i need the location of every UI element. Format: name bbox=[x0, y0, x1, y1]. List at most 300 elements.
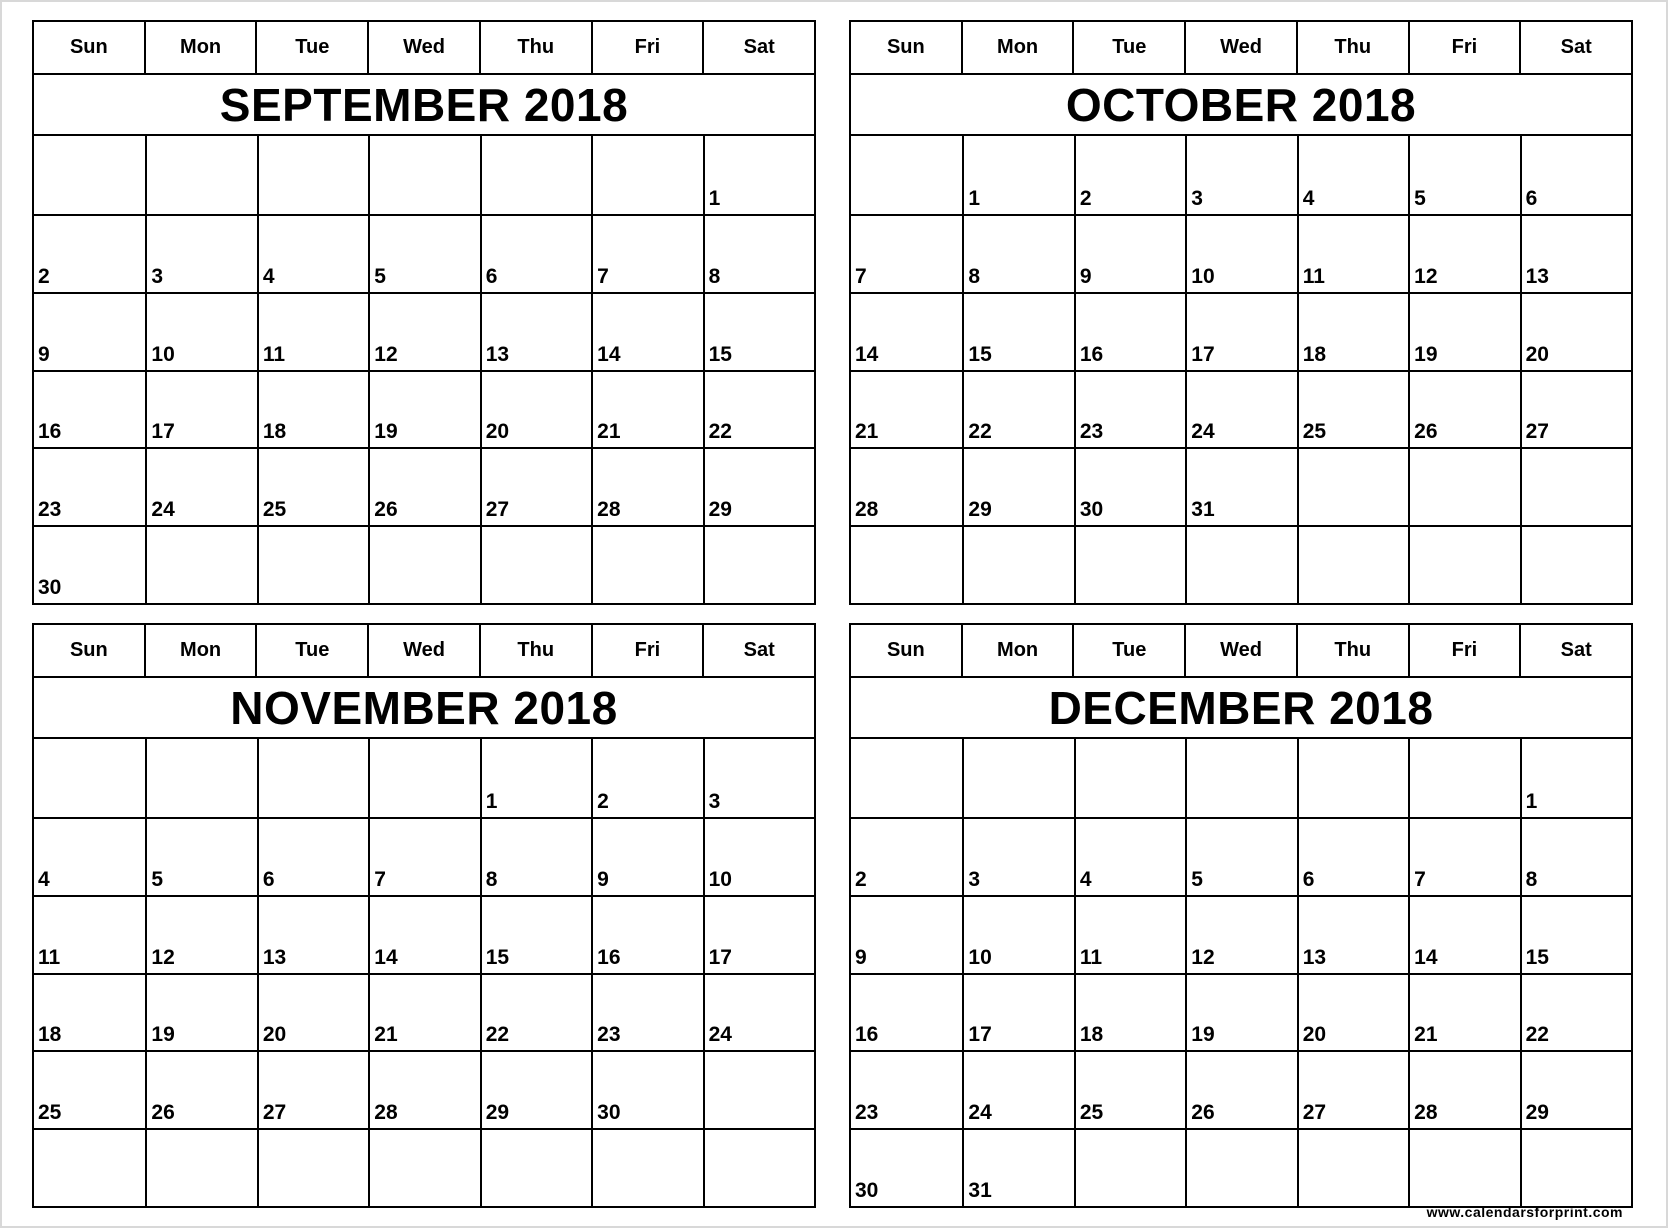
day-number: 15 bbox=[485, 945, 510, 969]
weekday-label: Fri bbox=[1408, 22, 1520, 73]
day-number: 31 bbox=[968, 1179, 992, 1202]
day-number: 18 bbox=[1302, 342, 1327, 366]
day-number: 13 bbox=[262, 945, 287, 969]
calendar-october bbox=[849, 20, 1633, 605]
day-number: 26 bbox=[1191, 1101, 1215, 1125]
calendar-december bbox=[849, 623, 1633, 1208]
day-number: 22 bbox=[968, 420, 992, 444]
weekday-label: Mon bbox=[144, 625, 256, 676]
day-number: 22 bbox=[708, 420, 732, 444]
day-number: 22 bbox=[1525, 1023, 1549, 1047]
weekday-label: Fri bbox=[591, 22, 703, 73]
day-cell bbox=[962, 447, 1073, 525]
day-cell bbox=[1185, 973, 1296, 1051]
day-number: 6 bbox=[485, 264, 498, 288]
day-cell bbox=[1520, 739, 1631, 817]
day-cell bbox=[851, 525, 962, 603]
day-cell bbox=[1074, 817, 1185, 895]
day-cell bbox=[368, 447, 479, 525]
day-number: 5 bbox=[1414, 186, 1426, 210]
day-cell bbox=[368, 214, 479, 292]
day-number: 9 bbox=[38, 342, 50, 366]
day-cell bbox=[1074, 370, 1185, 448]
weekday-label: Thu bbox=[1296, 625, 1408, 676]
weekday-label: Wed bbox=[1184, 625, 1296, 676]
day-number: 23 bbox=[597, 1023, 621, 1047]
day-cell bbox=[1074, 1128, 1185, 1206]
day-number: 27 bbox=[1525, 420, 1549, 444]
day-cell bbox=[1185, 817, 1296, 895]
day-cell bbox=[703, 1050, 814, 1128]
day-number: 30 bbox=[38, 576, 62, 599]
day-cell bbox=[1297, 214, 1408, 292]
day-number: 25 bbox=[262, 498, 287, 522]
day-number: 25 bbox=[1079, 1101, 1104, 1125]
day-cell bbox=[962, 214, 1073, 292]
day-cell bbox=[1408, 370, 1519, 448]
day-number: 1 bbox=[968, 186, 981, 210]
month-title: NOVEMBER 2018 bbox=[34, 678, 814, 739]
day-number: 7 bbox=[597, 264, 609, 288]
day-cell bbox=[1185, 292, 1296, 370]
day-cell bbox=[34, 1050, 145, 1128]
day-number: 26 bbox=[151, 1101, 175, 1125]
day-cell bbox=[257, 136, 368, 214]
day-cell bbox=[145, 817, 256, 895]
day-cell bbox=[368, 1128, 479, 1206]
day-number: 6 bbox=[1302, 867, 1315, 891]
day-cell bbox=[368, 136, 479, 214]
day-number: 3 bbox=[151, 264, 164, 288]
day-number: 24 bbox=[1191, 420, 1215, 444]
day-number: 12 bbox=[1191, 945, 1215, 969]
day-cell bbox=[145, 525, 256, 603]
day-cell bbox=[591, 447, 702, 525]
day-cell bbox=[1185, 895, 1296, 973]
day-cell bbox=[1297, 817, 1408, 895]
day-number: 29 bbox=[968, 498, 992, 522]
day-number: 30 bbox=[1079, 498, 1104, 522]
day-number: 16 bbox=[855, 1023, 879, 1047]
day-number: 29 bbox=[1525, 1101, 1549, 1125]
day-cell bbox=[962, 1128, 1073, 1206]
day-number: 5 bbox=[1191, 867, 1203, 891]
day-number: 13 bbox=[1302, 945, 1327, 969]
day-number: 9 bbox=[597, 867, 609, 891]
day-cell bbox=[851, 973, 962, 1051]
day-cell bbox=[480, 973, 591, 1051]
weekday-label: Sat bbox=[702, 625, 814, 676]
day-cell bbox=[851, 817, 962, 895]
day-number: 18 bbox=[38, 1023, 62, 1047]
day-cell bbox=[1074, 214, 1185, 292]
day-cell bbox=[591, 370, 702, 448]
day-cell bbox=[1074, 739, 1185, 817]
month-title: DECEMBER 2018 bbox=[851, 678, 1631, 739]
day-number: 8 bbox=[708, 264, 721, 288]
day-cell bbox=[703, 895, 814, 973]
day-cell bbox=[480, 817, 591, 895]
day-cell bbox=[1408, 292, 1519, 370]
day-cell bbox=[145, 895, 256, 973]
day-cell bbox=[145, 214, 256, 292]
day-number: 22 bbox=[485, 1023, 510, 1047]
day-cell bbox=[851, 370, 962, 448]
weekday-label: Mon bbox=[961, 625, 1073, 676]
day-cell bbox=[591, 214, 702, 292]
day-number: 7 bbox=[374, 867, 386, 891]
day-cell bbox=[1074, 895, 1185, 973]
day-cell bbox=[703, 739, 814, 817]
day-cell bbox=[368, 1050, 479, 1128]
day-cell bbox=[1297, 973, 1408, 1051]
day-cell bbox=[1074, 973, 1185, 1051]
day-cell bbox=[703, 817, 814, 895]
day-number: 24 bbox=[151, 498, 175, 522]
weekday-label: Sun bbox=[886, 639, 925, 661]
day-number: 12 bbox=[1414, 264, 1438, 288]
day-cell bbox=[703, 370, 814, 448]
day-number: 21 bbox=[1414, 1023, 1438, 1047]
day-number: 2 bbox=[855, 867, 867, 891]
day-cell bbox=[145, 973, 256, 1051]
day-number: 20 bbox=[1525, 342, 1549, 366]
day-cell bbox=[257, 739, 368, 817]
day-number: 5 bbox=[151, 867, 164, 891]
day-number: 18 bbox=[1079, 1023, 1104, 1047]
day-cell bbox=[368, 895, 479, 973]
day-cell bbox=[962, 1050, 1073, 1128]
day-number: 17 bbox=[968, 1023, 992, 1047]
day-cell bbox=[1297, 525, 1408, 603]
day-number: 8 bbox=[968, 264, 981, 288]
calendar-september bbox=[32, 20, 816, 605]
day-cell bbox=[1408, 1128, 1519, 1206]
day-cell bbox=[1297, 292, 1408, 370]
day-cell bbox=[1520, 525, 1631, 603]
day-cell bbox=[851, 292, 962, 370]
day-cell bbox=[34, 1128, 145, 1206]
day-cell bbox=[34, 895, 145, 973]
day-number: 21 bbox=[597, 420, 621, 444]
day-cell bbox=[257, 895, 368, 973]
weekday-label: Wed bbox=[1184, 22, 1296, 73]
day-cell bbox=[34, 370, 145, 448]
day-cell bbox=[962, 739, 1073, 817]
day-number: 13 bbox=[1525, 264, 1549, 288]
day-cell bbox=[703, 214, 814, 292]
day-cell bbox=[480, 370, 591, 448]
day-number: 8 bbox=[1525, 867, 1538, 891]
day-cell bbox=[257, 1128, 368, 1206]
day-cell bbox=[145, 447, 256, 525]
day-cell bbox=[1297, 370, 1408, 448]
day-cell bbox=[1185, 447, 1296, 525]
day-number: 7 bbox=[855, 264, 867, 288]
day-number: 23 bbox=[1079, 420, 1104, 444]
day-number: 1 bbox=[708, 186, 721, 210]
day-cell bbox=[962, 817, 1073, 895]
day-number: 25 bbox=[1302, 420, 1327, 444]
day-cell bbox=[34, 973, 145, 1051]
day-number: 23 bbox=[38, 498, 62, 522]
day-number: 16 bbox=[597, 945, 621, 969]
day-cell bbox=[1074, 1050, 1185, 1128]
day-cell bbox=[851, 739, 962, 817]
day-number: 17 bbox=[708, 945, 732, 969]
day-number: 30 bbox=[855, 1179, 879, 1202]
day-number: 10 bbox=[708, 867, 732, 891]
day-number: 18 bbox=[262, 420, 287, 444]
day-cell bbox=[1520, 370, 1631, 448]
day-cell bbox=[591, 895, 702, 973]
day-number: 10 bbox=[151, 342, 175, 366]
day-number: 21 bbox=[374, 1023, 398, 1047]
day-cell bbox=[1297, 447, 1408, 525]
weekday-label: Wed bbox=[367, 625, 479, 676]
day-number: 6 bbox=[1525, 186, 1538, 210]
day-number: 3 bbox=[708, 789, 721, 813]
day-number: 19 bbox=[374, 420, 398, 444]
day-cell bbox=[591, 1128, 702, 1206]
day-grid bbox=[851, 739, 1631, 1206]
day-cell bbox=[962, 895, 1073, 973]
day-cell bbox=[851, 214, 962, 292]
weekday-label: Thu bbox=[479, 625, 591, 676]
day-number: 17 bbox=[151, 420, 175, 444]
day-cell bbox=[480, 739, 591, 817]
day-number: 4 bbox=[262, 264, 275, 288]
day-number: 26 bbox=[374, 498, 398, 522]
day-cell bbox=[34, 447, 145, 525]
calendar-november bbox=[32, 623, 816, 1208]
weekday-label: Sat bbox=[1519, 22, 1631, 73]
weekday-label: Sun bbox=[69, 36, 108, 58]
day-number: 23 bbox=[855, 1101, 879, 1125]
day-cell bbox=[1185, 739, 1296, 817]
day-cell bbox=[1408, 214, 1519, 292]
day-cell bbox=[703, 1128, 814, 1206]
day-cell bbox=[34, 525, 145, 603]
day-cell bbox=[703, 292, 814, 370]
day-number: 14 bbox=[855, 342, 879, 366]
day-number: 28 bbox=[374, 1101, 398, 1125]
day-number: 16 bbox=[1079, 342, 1104, 366]
day-cell bbox=[145, 370, 256, 448]
day-number: 28 bbox=[1414, 1101, 1438, 1125]
day-number: 10 bbox=[1191, 264, 1215, 288]
day-cell bbox=[145, 292, 256, 370]
day-number: 9 bbox=[1079, 264, 1092, 288]
day-number: 11 bbox=[1079, 945, 1103, 969]
day-cell bbox=[257, 817, 368, 895]
website-credit[interactable]: www.calendarsforprint.com bbox=[1426, 1204, 1623, 1220]
weekday-label: Wed bbox=[367, 22, 479, 73]
day-cell bbox=[145, 136, 256, 214]
day-number: 14 bbox=[597, 342, 621, 366]
day-number: 1 bbox=[485, 789, 498, 813]
day-number: 16 bbox=[38, 420, 62, 444]
day-cell bbox=[962, 292, 1073, 370]
day-number: 25 bbox=[38, 1101, 62, 1125]
day-number: 3 bbox=[968, 867, 981, 891]
day-cell bbox=[34, 214, 145, 292]
day-cell bbox=[257, 292, 368, 370]
day-number: 20 bbox=[1302, 1023, 1327, 1047]
day-number: 27 bbox=[262, 1101, 287, 1125]
day-cell bbox=[1297, 739, 1408, 817]
day-cell bbox=[1074, 525, 1185, 603]
day-number: 15 bbox=[968, 342, 992, 366]
day-cell bbox=[703, 447, 814, 525]
day-cell bbox=[1408, 447, 1519, 525]
day-cell bbox=[257, 214, 368, 292]
day-number: 11 bbox=[1302, 264, 1325, 288]
day-number: 3 bbox=[1191, 186, 1203, 210]
day-cell bbox=[257, 447, 368, 525]
day-cell bbox=[1185, 136, 1296, 214]
day-cell bbox=[1297, 1050, 1408, 1128]
day-cell bbox=[34, 136, 145, 214]
day-number: 26 bbox=[1414, 420, 1438, 444]
day-cell bbox=[591, 973, 702, 1051]
day-cell bbox=[1520, 817, 1631, 895]
day-cell bbox=[145, 1050, 256, 1128]
day-cell bbox=[1520, 136, 1631, 214]
day-cell bbox=[962, 973, 1073, 1051]
day-cell bbox=[480, 1050, 591, 1128]
day-cell bbox=[1520, 1050, 1631, 1128]
day-number: 12 bbox=[374, 342, 398, 366]
day-cell bbox=[591, 525, 702, 603]
day-number: 19 bbox=[1414, 342, 1438, 366]
day-cell bbox=[703, 973, 814, 1051]
day-grid bbox=[34, 136, 814, 603]
day-number: 29 bbox=[485, 1101, 510, 1125]
day-cell bbox=[851, 895, 962, 973]
day-cell bbox=[1297, 1128, 1408, 1206]
day-cell bbox=[257, 525, 368, 603]
day-number: 5 bbox=[374, 264, 386, 288]
day-cell bbox=[480, 895, 591, 973]
weekday-label: Tue bbox=[1072, 625, 1184, 676]
day-number: 15 bbox=[1525, 945, 1549, 969]
day-number: 20 bbox=[262, 1023, 287, 1047]
day-number: 9 bbox=[855, 945, 867, 969]
day-cell bbox=[368, 292, 479, 370]
day-number: 21 bbox=[855, 420, 879, 444]
day-cell bbox=[1408, 525, 1519, 603]
month-title: OCTOBER 2018 bbox=[851, 75, 1631, 136]
day-number: 4 bbox=[38, 867, 50, 891]
day-cell bbox=[962, 136, 1073, 214]
day-number: 11 bbox=[262, 342, 286, 366]
day-cell bbox=[368, 370, 479, 448]
weekday-label: Fri bbox=[591, 625, 703, 676]
day-cell bbox=[480, 136, 591, 214]
weekday-label: Mon bbox=[144, 22, 256, 73]
day-cell bbox=[34, 292, 145, 370]
weekday-header-row bbox=[851, 22, 1631, 75]
day-cell bbox=[851, 1128, 962, 1206]
day-number: 28 bbox=[855, 498, 879, 522]
weekday-label: Tue bbox=[1072, 22, 1184, 73]
day-cell bbox=[962, 525, 1073, 603]
day-number: 1 bbox=[1525, 789, 1538, 813]
weekday-header-row bbox=[851, 625, 1631, 678]
day-cell bbox=[257, 370, 368, 448]
day-cell bbox=[257, 973, 368, 1051]
day-number: 6 bbox=[262, 867, 275, 891]
day-cell bbox=[1408, 895, 1519, 973]
day-number: 13 bbox=[485, 342, 510, 366]
day-cell bbox=[1408, 136, 1519, 214]
day-number: 8 bbox=[485, 867, 498, 891]
day-number: 4 bbox=[1302, 186, 1315, 210]
weekday-label: Thu bbox=[479, 22, 591, 73]
day-cell bbox=[145, 1128, 256, 1206]
day-number: 12 bbox=[151, 945, 175, 969]
day-cell bbox=[1520, 214, 1631, 292]
day-number: 14 bbox=[1414, 945, 1438, 969]
day-cell bbox=[1185, 214, 1296, 292]
day-number: 10 bbox=[968, 945, 992, 969]
weekday-header-row bbox=[34, 625, 814, 678]
day-cell bbox=[591, 292, 702, 370]
day-cell bbox=[1520, 447, 1631, 525]
day-cell bbox=[1297, 895, 1408, 973]
day-cell bbox=[257, 1050, 368, 1128]
month-title: SEPTEMBER 2018 bbox=[34, 75, 814, 136]
day-cell bbox=[703, 136, 814, 214]
day-cell bbox=[368, 739, 479, 817]
day-cell bbox=[1520, 973, 1631, 1051]
day-number: 17 bbox=[1191, 342, 1215, 366]
day-cell bbox=[1408, 739, 1519, 817]
day-cell bbox=[1520, 895, 1631, 973]
day-number: 7 bbox=[1414, 867, 1426, 891]
day-number: 31 bbox=[1191, 498, 1215, 522]
day-number: 11 bbox=[38, 945, 61, 969]
day-cell bbox=[1185, 370, 1296, 448]
weekday-label: Sun bbox=[69, 639, 108, 661]
weekday-label: Fri bbox=[1408, 625, 1520, 676]
day-cell bbox=[851, 1050, 962, 1128]
day-number: 15 bbox=[708, 342, 732, 366]
day-cell bbox=[480, 292, 591, 370]
weekday-label: Thu bbox=[1296, 22, 1408, 73]
day-number: 24 bbox=[968, 1101, 992, 1125]
weekday-label: Sat bbox=[1519, 625, 1631, 676]
day-cell bbox=[851, 136, 962, 214]
day-number: 29 bbox=[708, 498, 732, 522]
day-number: 30 bbox=[597, 1101, 621, 1125]
weekday-label: Mon bbox=[961, 22, 1073, 73]
day-number: 2 bbox=[38, 264, 50, 288]
day-cell bbox=[851, 447, 962, 525]
day-cell bbox=[1074, 292, 1185, 370]
day-cell bbox=[703, 525, 814, 603]
day-cell bbox=[1408, 1050, 1519, 1128]
day-cell bbox=[1520, 292, 1631, 370]
day-cell bbox=[1185, 1050, 1296, 1128]
day-number: 19 bbox=[1191, 1023, 1215, 1047]
day-number: 24 bbox=[708, 1023, 732, 1047]
day-cell bbox=[1185, 525, 1296, 603]
weekday-label: Sun bbox=[886, 36, 925, 58]
weekday-label: Sat bbox=[702, 22, 814, 73]
day-number: 2 bbox=[1079, 186, 1092, 210]
